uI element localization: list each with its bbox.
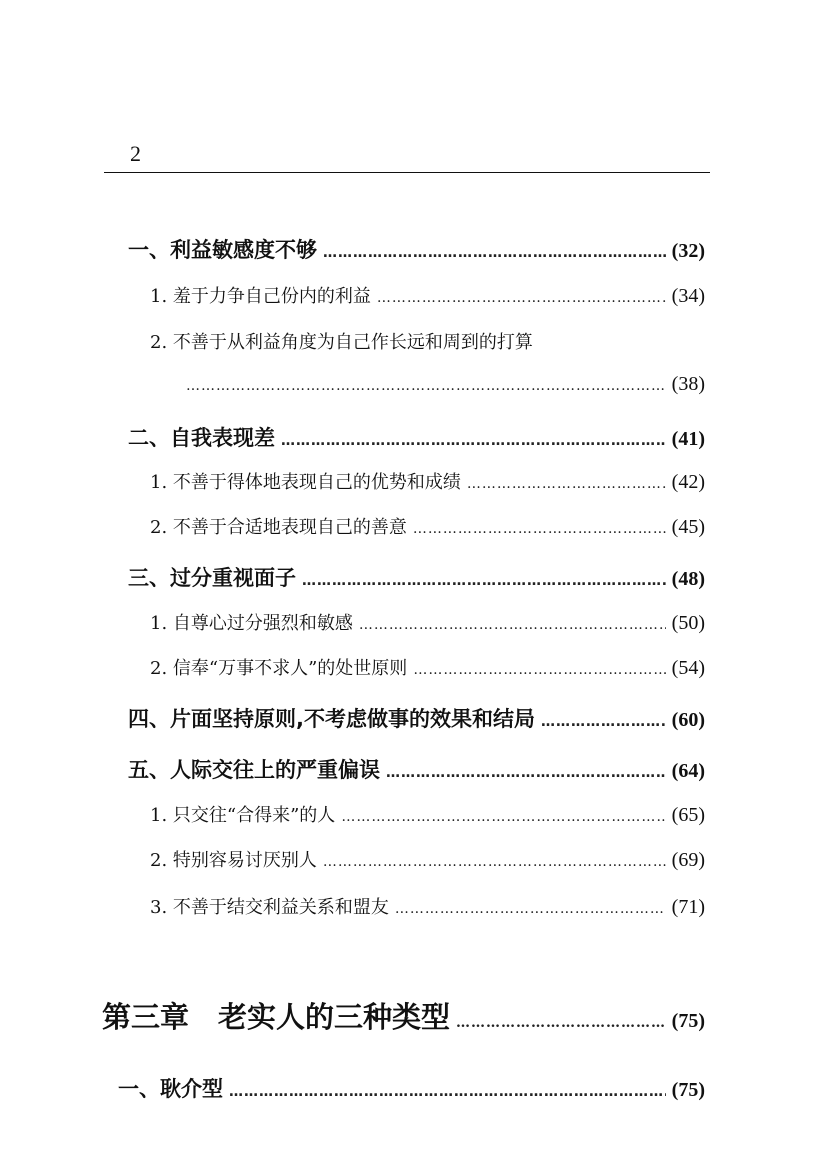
page-number: 2 [130,141,141,166]
toc-entry [150,654,705,680]
dot-leader [413,521,666,537]
toc-entry [118,1073,705,1103]
toc-entry-page: (50) [671,612,705,634]
toc-entry-page: (65) [671,804,705,826]
toc-entry-page: (75) [671,1010,705,1032]
toc-entry-title: 2. 不善于从利益角度为自己作长远和周到的打算 [150,332,533,353]
toc-entry-page: (54) [671,657,705,679]
toc-entry [128,234,705,264]
toc-entry-title: 四、片面坚持原则,不考虑做事的效果和结局 [128,707,535,731]
toc-entry [150,846,705,872]
dot-leader [413,662,665,678]
toc-entry-title: 1. 只交往“合得来”的人 [150,805,336,826]
toc-entry [150,893,705,919]
toc-entry [150,282,705,308]
toc-entry-page: (34) [671,285,705,307]
toc-entry [150,801,705,827]
toc-entry [186,373,705,396]
dot-leader [386,765,666,781]
toc-entry-page: (75) [671,1079,705,1101]
dot-leader [323,854,666,870]
toc-chapter-entry [102,995,705,1036]
toc-entry-page: (60) [671,709,705,731]
dot-leader [341,809,665,825]
toc-entry-page: (42) [671,471,705,493]
toc-entry [150,468,705,494]
dot-leader [456,1015,666,1031]
toc-entry-title: 五、人际交往上的严重偏误 [128,758,380,782]
toc-entry-title: 2. 特别容易讨厌别人 [150,850,317,871]
toc-entry-page: (64) [671,760,705,782]
toc-entry [128,562,705,592]
toc-entry-title: 三、过分重视面子 [128,566,296,590]
toc-entry-title: 1. 自尊心过分强烈和敏感 [150,613,353,634]
dot-leader [359,617,666,633]
toc-entry-title: 第三章 老实人的三种类型 [102,1000,451,1034]
toc-entry-page: (32) [671,240,705,262]
toc-entry-title: 一、耿介型 [118,1077,223,1101]
toc-entry [128,703,705,733]
toc-entry-title: 1. 羞于力争自己份内的利益 [150,286,371,307]
toc-entry-page: (69) [671,849,705,871]
toc-entry-title: 3. 不善于结交利益关系和盟友 [150,897,389,918]
dot-leader [302,573,666,589]
dot-leader [377,290,666,306]
dot-leader [395,901,666,917]
dot-leader [467,476,666,492]
dot-leader [323,245,666,261]
toc-entry-page: (48) [671,568,705,590]
toc-entry-page: (38) [671,373,705,395]
toc-entry-title: 2. 信奉“万事不求人”的处世原则 [150,658,408,679]
toc-entry [150,609,705,635]
dot-leader [541,714,666,730]
dot-leader [229,1084,666,1100]
dot-leader [281,433,666,449]
toc-entry [128,422,705,452]
toc-entry-page: (71) [671,896,705,918]
toc-entry-title: 二、自我表现差 [128,426,275,450]
toc-entry-title: 2. 不善于合适地表现自己的善意 [150,517,407,538]
toc-entry-title: 1. 不善于得体地表现自己的优势和成绩 [150,472,461,493]
dot-leader [186,378,666,394]
toc-entry-page: (41) [671,428,705,450]
toc-entry [150,513,705,539]
toc-entry-page: (45) [671,516,705,538]
toc-entry-title: 一、利益敏感度不够 [128,238,317,262]
toc-entry [128,754,705,784]
